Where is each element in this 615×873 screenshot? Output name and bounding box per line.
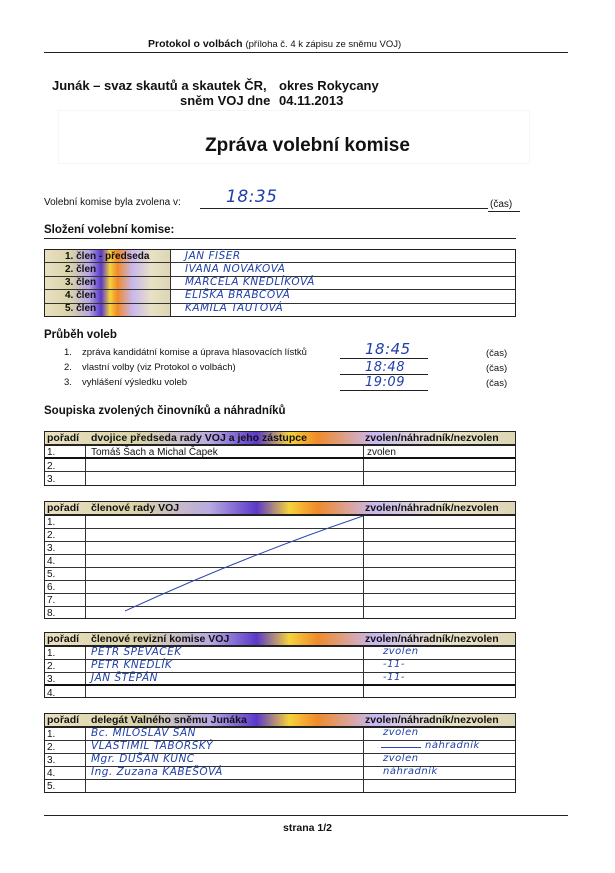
elected-unit-rule: [488, 211, 520, 212]
org-district: okres Rokycany: [279, 78, 379, 93]
progress-num: 1.: [64, 347, 72, 358]
row-number: 3.: [47, 755, 56, 766]
row-number: 3.: [47, 543, 56, 554]
row-name: VLASTIMIL TABORSKÝ: [91, 740, 214, 752]
row-name: PETR KNEDLÍK: [91, 659, 173, 671]
row-name: PETR SPĚVÁČEK: [91, 646, 182, 658]
strike-through-line: [45, 516, 517, 620]
row-number: 2.: [47, 661, 56, 672]
row-name: Ing. Zuzana KABEŠOVÁ: [91, 766, 223, 778]
progress-time: 18:48: [365, 360, 405, 375]
progress-time: 19:09: [365, 375, 405, 390]
row-number: 5.: [47, 781, 56, 792]
row-number: 2.: [47, 742, 56, 753]
composition-name: KAMILA TAUTOVÁ: [185, 302, 284, 314]
composition-heading: Složení volební komise:: [44, 224, 175, 236]
table-header-status: zvolen/náhradník/nezvolen: [365, 714, 499, 726]
top-header-title: Protokol o volbách: [148, 38, 243, 50]
composition-role: 4. člen: [65, 290, 97, 301]
table-header-order: pořadí: [47, 432, 80, 444]
row-number: 1.: [47, 517, 56, 528]
composition-name: JAN FIŠER: [185, 250, 241, 262]
row-name: JAN ŠTĚPÁN: [91, 672, 159, 684]
table-header-title: dvojice předseda rady VOJ a jeho zástupce: [91, 432, 307, 444]
top-header-note: (příloha č. 4 k zápisu ze sněmu VOJ): [245, 39, 402, 50]
composition-name: MARCELA KNEDLÍKOVÁ: [185, 276, 315, 288]
composition-role: 1. člen - předseda: [65, 251, 150, 262]
table-body: [44, 646, 516, 698]
row-number: 3.: [47, 474, 56, 485]
row-number: 2.: [47, 461, 56, 472]
strike-mark: [381, 747, 421, 748]
table-header: [44, 632, 516, 646]
composition-role: 2. člen: [65, 264, 97, 275]
progress-unit: (čas): [486, 348, 508, 359]
table-header: [44, 713, 516, 727]
top-header: [148, 38, 401, 50]
composition-role: 3. člen: [65, 277, 97, 288]
progress-unit: (čas): [486, 363, 508, 374]
row-number: 5.: [47, 569, 56, 580]
row-number: 6.: [47, 582, 56, 593]
top-header-rule: [44, 52, 568, 53]
page-number: strana 1/2: [282, 822, 333, 834]
table-header-title: delegát Valného sněmu Junáka: [91, 714, 247, 726]
table-header-order: pořadí: [47, 502, 80, 514]
org-date: 04.11.2013: [279, 93, 344, 108]
row-status: zvolen: [383, 753, 419, 764]
table-header-order: pořadí: [47, 633, 80, 645]
footer-rule: [44, 815, 568, 816]
table-header-title: členové rady VOJ: [91, 502, 180, 514]
row-name: Tomáš Šach a Michal Čapek: [91, 447, 218, 458]
table-header-status: zvolen/náhradník/nezvolen: [365, 432, 499, 444]
progress-heading: Průběh voleb: [44, 329, 117, 341]
row-number: 4.: [47, 688, 56, 699]
table-row: [45, 459, 515, 472]
progress-text: zpráva kandidátní komise a úprava hlasovacích lístků: [82, 347, 307, 358]
progress-num: 3.: [64, 377, 72, 388]
row-number: 3.: [47, 674, 56, 685]
row-status: náhradník: [425, 740, 480, 751]
elected-unit: (čas): [490, 199, 513, 210]
row-status: -11-: [383, 672, 405, 683]
table-header: [44, 431, 516, 445]
progress-time: 18:45: [365, 340, 411, 358]
table-body: [44, 515, 516, 619]
composition-table: [44, 249, 516, 317]
row-number: 1.: [47, 729, 56, 740]
table-body: [44, 445, 516, 486]
row-status: zvolen: [367, 447, 396, 458]
row-number: 2.: [47, 530, 56, 541]
org-line1: Junák – svaz skautů a skautek ČR,: [52, 78, 267, 93]
row-status: zvolen: [383, 727, 419, 738]
row-number: 4.: [47, 556, 56, 567]
row-name: Bc. MILOSLAV ŠAN: [91, 727, 196, 739]
elected-rule: [200, 208, 488, 209]
row-number: 8.: [47, 608, 56, 619]
composition-role: 5. člen: [65, 303, 97, 314]
row-status: náhradník: [383, 766, 438, 777]
progress-text: vlastní volby (viz Protokol o volbách): [82, 362, 236, 373]
table-header-order: pořadí: [47, 714, 80, 726]
elected-time: 18:35: [226, 187, 278, 207]
elected-label: Volební komise byla zvolena v:: [44, 197, 181, 208]
table-body: [44, 727, 516, 793]
row-number: 1.: [47, 447, 56, 458]
row-name: Mgr. DUŠAN KUNC: [91, 753, 195, 765]
row-status: zvolen: [383, 646, 419, 657]
composition-name: IVANA NOVÁKOVÁ: [185, 263, 286, 275]
progress-num: 2.: [64, 362, 72, 373]
row-number: 1.: [47, 648, 56, 659]
row-number: 7.: [47, 595, 56, 606]
progress-unit: (čas): [486, 378, 508, 389]
row-number: 4.: [47, 768, 56, 779]
row-status: -11-: [383, 659, 405, 670]
composition-name: ELIŠKA BRABCOVÁ: [185, 289, 291, 301]
table-header-status: zvolen/náhradník/nezvolen: [365, 502, 499, 514]
table-header-status: zvolen/náhradník/nezvolen: [365, 633, 499, 645]
list-heading: Soupiska zvolených činovníků a náhradníků: [44, 405, 286, 417]
composition-heading-rule: [44, 238, 516, 239]
page-title: Zpráva volební komise: [205, 135, 410, 156]
table-header: [44, 501, 516, 515]
org-line2: sněm VOJ dne: [180, 93, 271, 108]
table-header-title: členové revizní komise VOJ: [91, 633, 230, 645]
progress-text: vyhlášení výsledku voleb: [82, 377, 188, 388]
